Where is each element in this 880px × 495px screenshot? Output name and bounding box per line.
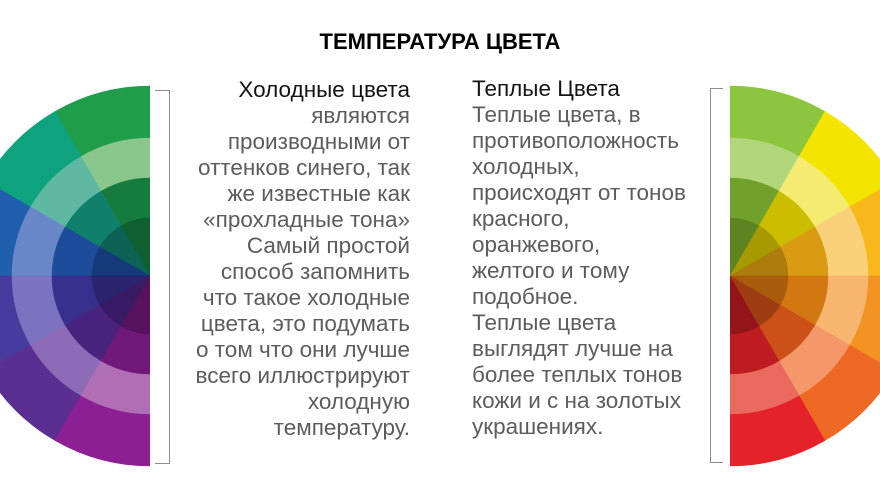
cool-text-line: «прохладные тона» bbox=[203, 207, 410, 232]
warm-text-line: кожи и с на золотых bbox=[472, 388, 681, 413]
page-title: ТЕМПЕРАТУРА ЦВЕТА bbox=[319, 29, 561, 54]
cool-text-bracket bbox=[155, 90, 170, 464]
warm-text-line: выглядят лучше на bbox=[472, 336, 673, 361]
cool-text-line: производными от bbox=[227, 129, 410, 154]
warm-text-line: более теплых тонов bbox=[472, 362, 683, 387]
cool-text-line: же известные как bbox=[227, 181, 410, 206]
cool-color-wheel bbox=[0, 0, 150, 495]
warm-text-line: желтого и тому bbox=[472, 258, 630, 283]
warm-colors-heading: Теплые Цвета bbox=[472, 76, 620, 101]
warm-text-line: Теплые цвета, в bbox=[472, 102, 641, 127]
warm-colors-column bbox=[472, 76, 686, 440]
cool-colors-column bbox=[196, 77, 410, 441]
warm-color-wheel bbox=[730, 0, 880, 495]
warm-text-bracket bbox=[710, 88, 723, 463]
cool-text-line: цвета, это подумать bbox=[200, 311, 410, 336]
cool-text-line: являются bbox=[311, 103, 410, 128]
warm-text-line: холодных, bbox=[472, 154, 580, 179]
warm-text-line: происходят от тонов bbox=[472, 180, 686, 205]
cool-colors-heading: Холодные цвета bbox=[238, 77, 410, 102]
warm-text-line: красного, bbox=[472, 206, 570, 231]
warm-text-line: Теплые цвета bbox=[472, 310, 617, 335]
cool-text-line: температуру. bbox=[273, 415, 410, 440]
warm-text-line: противоположность bbox=[472, 128, 679, 153]
cool-text-line: оттенков синего, так bbox=[197, 155, 410, 180]
cool-text-line: о том что они лучше bbox=[195, 337, 410, 362]
warm-text-line: оранжевого, bbox=[472, 232, 601, 257]
cool-text-line: способ запомнить bbox=[220, 259, 410, 284]
cool-text-line: что такое холодные bbox=[202, 285, 410, 310]
warm-text-line: украшениях. bbox=[472, 414, 604, 439]
cool-text-line: всего иллюстрируют bbox=[195, 363, 410, 388]
cool-text-line: холодную bbox=[307, 389, 410, 414]
cool-text-line: Самый простой bbox=[246, 233, 410, 258]
warm-text-line: подобное. bbox=[472, 284, 579, 309]
